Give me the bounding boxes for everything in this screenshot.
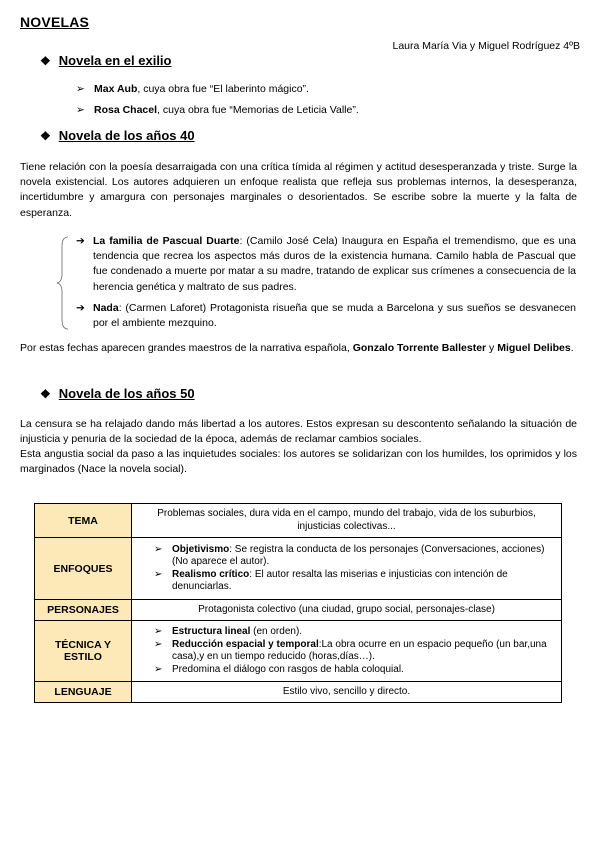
work-title: Nada bbox=[93, 302, 119, 314]
diamond-bullet-icon: ❖ bbox=[40, 387, 51, 401]
authors: Laura María Via y Miguel Rodríguez 4ºB bbox=[392, 40, 580, 52]
list-item bbox=[154, 569, 553, 594]
item-term: Realismo crítico bbox=[172, 568, 250, 580]
closing-text: Por estas fechas aparecen grandes maestros de la narrativa española, bbox=[20, 342, 353, 354]
arrow-right-icon: ➔ bbox=[76, 302, 85, 314]
heading-anios40 bbox=[40, 128, 195, 143]
author-name: Max Aub bbox=[94, 83, 138, 95]
item-text: Predomina el diálogo con rasgos de habla coloquial. bbox=[172, 663, 404, 675]
row-label: LENGUAJE bbox=[35, 682, 132, 703]
arrowhead-bullet-icon: ➢ bbox=[154, 626, 163, 637]
row-value: Problemas sociales, dura vida en el campo, mundo del trabajo, vida de los suburbios, injusticias colectivas... bbox=[132, 504, 562, 538]
heading-anios40-text: Novela de los años 40 bbox=[58, 128, 195, 143]
author-name: Miguel Delibes bbox=[497, 342, 571, 354]
list-item bbox=[76, 104, 359, 116]
item-term: Estructura lineal bbox=[172, 626, 251, 637]
brace-icon bbox=[56, 236, 70, 330]
arrowhead-bullet-icon: ➢ bbox=[76, 104, 85, 116]
work-title: La familia de Pascual Duarte bbox=[93, 235, 240, 247]
diamond-bullet-icon: ❖ bbox=[40, 129, 51, 143]
author-name: Gonzalo Torrente Ballester bbox=[352, 342, 487, 354]
row-label: PERSONAJES bbox=[35, 600, 132, 621]
row-value bbox=[132, 621, 562, 682]
item-text: : Se registra la conducta de los personajes (Conversaciones, acciones) (No aparece el autor). bbox=[172, 543, 545, 567]
item-term: Reducción espacial y temporal bbox=[172, 638, 319, 650]
item-text: (en orden). bbox=[250, 626, 303, 637]
item-text: : El autor resalta las miserias e injusticias con intención de denunciarlas. bbox=[172, 568, 508, 592]
row-label: ENFOQUES bbox=[35, 538, 132, 600]
paragraph: La censura se ha relajado dando más libertad a los autores. Estos expresan su descontento señalando la situación de injusticia y penuria de la sociedad de la época, además de reclamar cambios sociales. bbox=[20, 418, 577, 446]
author-work: , cuya obra fue “El laberinto mágico”. bbox=[137, 83, 309, 95]
features-table bbox=[34, 503, 562, 703]
arrowhead-bullet-icon: ➢ bbox=[76, 83, 85, 95]
row-value: Estilo vivo, sencillo y directo. bbox=[132, 682, 562, 703]
intro-paragraph: Tiene relación con la poesía desarraigada con una crítica tímida al régimen y actitud desesperanzada y triste. Surge la novela existencial. Los autores adquieren un enfoque realista que refleja sus problemas internos, la desesperanza, incertidumbre y amargura con personajes marginales o desorientados. Se escribe sobre la muerte y la falta de esperanza. bbox=[20, 161, 577, 219]
list-item bbox=[154, 639, 553, 664]
table-row bbox=[35, 600, 562, 621]
diamond-bullet-icon: ❖ bbox=[40, 54, 51, 68]
list-item bbox=[154, 626, 553, 639]
work-description: : (Carmen Laforet) Protagonista risueña que se muda a Barcelona y sus sueños se desvanecen por el ambiente mezquino. bbox=[93, 302, 576, 330]
heading-anios50-text: Novela de los años 50 bbox=[58, 386, 195, 401]
paragraph: Esta angustia social da paso a las inquietudes sociales: los autores se solidarizan con los humildes, los oprimidos y los marginados (Nace la novela social). bbox=[20, 448, 577, 476]
closing-paragraph bbox=[20, 341, 577, 356]
closing-text: y bbox=[486, 342, 498, 354]
item-term: Objetivismo bbox=[172, 543, 230, 555]
work-item bbox=[76, 301, 576, 331]
arrow-right-icon: ➔ bbox=[76, 235, 85, 247]
heading-anios50 bbox=[40, 386, 195, 401]
work-description: : (Camilo José Cela) Inaugura en España el tremendismo, que es una tendencia que recrea los aspectos más duros de la existencia humana. Camilo habla de Pascual que fue condenado a muerte por matar a su madre, tratando de explicar sus crímenes a consecuencia de la herencia genética y maltrato de sus padres. bbox=[93, 235, 576, 293]
page-title: NOVELAS bbox=[20, 14, 90, 30]
work-item bbox=[76, 234, 576, 295]
row-label: TÉCNICA Y ESTILO bbox=[35, 621, 132, 682]
item-text: :La obra ocurre en un espacio pequeño (un bar,una casa),y en un tiempo reducido (horas,días…). bbox=[172, 638, 547, 662]
list-item bbox=[76, 83, 309, 95]
list-item bbox=[154, 664, 553, 677]
arrowhead-bullet-icon: ➢ bbox=[154, 663, 163, 675]
arrowhead-bullet-icon: ➢ bbox=[154, 638, 163, 650]
row-value bbox=[132, 538, 562, 600]
heading-exilio bbox=[40, 53, 171, 68]
row-label: TEMA bbox=[35, 504, 132, 538]
closing-text: . bbox=[570, 342, 574, 354]
author-name: Rosa Chacel bbox=[94, 104, 158, 116]
author-work: , cuya obra fue “Memorias de Leticia Valle”. bbox=[157, 104, 359, 116]
table-row bbox=[35, 621, 562, 682]
row-value: Protagonista colectivo (una ciudad, grupo social, personajes-clase) bbox=[132, 600, 562, 621]
arrowhead-bullet-icon: ➢ bbox=[154, 568, 163, 580]
table-row bbox=[35, 682, 562, 703]
heading-exilio-text: Novela en el exilio bbox=[58, 53, 172, 68]
table-row bbox=[35, 538, 562, 600]
arrowhead-bullet-icon: ➢ bbox=[154, 543, 163, 555]
list-item bbox=[154, 544, 553, 569]
table-row bbox=[35, 504, 562, 538]
